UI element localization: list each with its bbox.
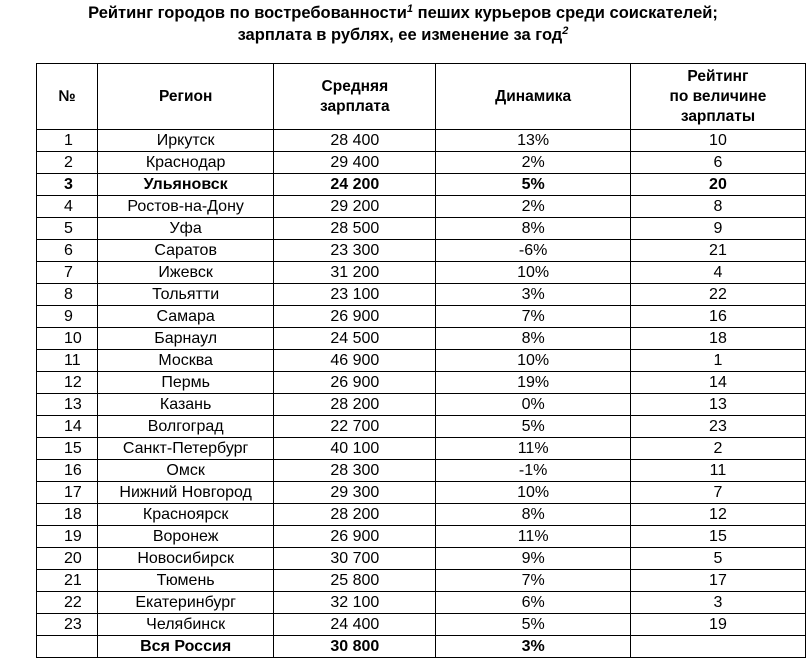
cell-num: 19 bbox=[37, 526, 98, 548]
cell-num: 23 bbox=[37, 614, 98, 636]
cell-salary: 31 200 bbox=[274, 262, 436, 284]
cell-salary: 24 500 bbox=[274, 328, 436, 350]
cell-dynamics: 5% bbox=[436, 174, 630, 196]
cell-rank: 3 bbox=[630, 592, 805, 614]
cell-region: Москва bbox=[98, 350, 274, 372]
cell-salary: 24 200 bbox=[274, 174, 436, 196]
cell-rank: 23 bbox=[630, 416, 805, 438]
cell-rank: 2 bbox=[630, 438, 805, 460]
cell-salary: 28 200 bbox=[274, 504, 436, 526]
cell-rank: 13 bbox=[630, 394, 805, 416]
table-title bbox=[0, 2, 806, 46]
table-row bbox=[37, 284, 806, 306]
cell-rank: 8 bbox=[630, 196, 805, 218]
cell-rank: 15 bbox=[630, 526, 805, 548]
cell-rank: 20 bbox=[630, 174, 805, 196]
cell-num: 15 bbox=[37, 438, 98, 460]
cell-dynamics: 2% bbox=[436, 152, 630, 174]
cell-region: Челябинск bbox=[98, 614, 274, 636]
cell-dynamics: 8% bbox=[436, 504, 630, 526]
cell-salary: 24 400 bbox=[274, 614, 436, 636]
cell-region: Новосибирск bbox=[98, 548, 274, 570]
total-row bbox=[37, 636, 806, 658]
title-line-2: зарплата в рублях, ее изменение за год$^2$ bbox=[237, 25, 569, 44]
cell-num: 7 bbox=[37, 262, 98, 284]
cell-dynamics: 3% bbox=[436, 284, 630, 306]
table-row bbox=[37, 152, 806, 174]
cell-salary: 25 800 bbox=[274, 570, 436, 592]
cell-salary: 32 100 bbox=[274, 592, 436, 614]
cell-rank: 22 bbox=[630, 284, 805, 306]
cell-rank: 1 bbox=[630, 350, 805, 372]
cell-num: 4 bbox=[37, 196, 98, 218]
total-region: Вся Россия bbox=[98, 636, 274, 658]
cell-region: Нижний Новгород bbox=[98, 482, 274, 504]
table-row bbox=[37, 416, 806, 438]
cell-salary: 23 100 bbox=[274, 284, 436, 306]
table-row bbox=[37, 614, 806, 636]
cell-dynamics: 5% bbox=[436, 416, 630, 438]
cell-num: 21 bbox=[37, 570, 98, 592]
cell-region: Иркутск bbox=[98, 130, 274, 152]
cell-region: Пермь bbox=[98, 372, 274, 394]
cell-num: 17 bbox=[37, 482, 98, 504]
cell-region: Волгоград bbox=[98, 416, 274, 438]
cell-rank: 4 bbox=[630, 262, 805, 284]
cell-dynamics: 13% bbox=[436, 130, 630, 152]
cell-num: 11 bbox=[37, 350, 98, 372]
table-row bbox=[37, 196, 806, 218]
cell-dynamics: 19% bbox=[436, 372, 630, 394]
cell-rank: 16 bbox=[630, 306, 805, 328]
table-row bbox=[37, 130, 806, 152]
table-row bbox=[37, 306, 806, 328]
cell-num: 5 bbox=[37, 218, 98, 240]
cell-region: Ульяновск bbox=[98, 174, 274, 196]
cell-num: 14 bbox=[37, 416, 98, 438]
cell-rank: 9 bbox=[630, 218, 805, 240]
table-row bbox=[37, 174, 806, 196]
cell-dynamics: 8% bbox=[436, 328, 630, 350]
cell-salary: 28 500 bbox=[274, 218, 436, 240]
cell-num: 22 bbox=[37, 592, 98, 614]
cell-rank: 21 bbox=[630, 240, 805, 262]
cell-region: Екатеринбург bbox=[98, 592, 274, 614]
header-num: № bbox=[37, 64, 98, 130]
cell-dynamics: 10% bbox=[436, 262, 630, 284]
cell-region: Самара bbox=[98, 306, 274, 328]
cell-dynamics: 9% bbox=[436, 548, 630, 570]
cell-rank: 7 bbox=[630, 482, 805, 504]
cell-region: Ижевск bbox=[98, 262, 274, 284]
cell-salary: 40 100 bbox=[274, 438, 436, 460]
cell-region: Краснодар bbox=[98, 152, 274, 174]
cell-dynamics: 8% bbox=[436, 218, 630, 240]
cell-salary: 30 700 bbox=[274, 548, 436, 570]
cell-region: Тюмень bbox=[98, 570, 274, 592]
cell-region: Барнаул bbox=[98, 328, 274, 350]
cell-salary: 26 900 bbox=[274, 372, 436, 394]
header-salary: Средняя зарплата bbox=[274, 64, 436, 130]
cell-rank: 10 bbox=[630, 130, 805, 152]
cell-region: Омск bbox=[98, 460, 274, 482]
cell-salary: 26 900 bbox=[274, 526, 436, 548]
cell-dynamics: 10% bbox=[436, 350, 630, 372]
cell-region: Ростов-на-Дону bbox=[98, 196, 274, 218]
cell-num: 9 bbox=[37, 306, 98, 328]
cell-dynamics: 10% bbox=[436, 482, 630, 504]
table-row bbox=[37, 548, 806, 570]
header-region: Регион bbox=[98, 64, 274, 130]
cell-rank: 5 bbox=[630, 548, 805, 570]
table-row bbox=[37, 262, 806, 284]
table-row bbox=[37, 570, 806, 592]
table-row bbox=[37, 438, 806, 460]
table-row bbox=[37, 372, 806, 394]
table-row bbox=[37, 350, 806, 372]
header-rank: Рейтинг по величине зарплаты bbox=[630, 64, 805, 130]
cell-rank: 17 bbox=[630, 570, 805, 592]
cell-rank: 14 bbox=[630, 372, 805, 394]
table-row bbox=[37, 240, 806, 262]
table-row bbox=[37, 328, 806, 350]
cell-dynamics: 2% bbox=[436, 196, 630, 218]
table-row bbox=[37, 460, 806, 482]
cell-num: 1 bbox=[37, 130, 98, 152]
cell-salary: 29 200 bbox=[274, 196, 436, 218]
cell-region: Санкт-Петербург bbox=[98, 438, 274, 460]
total-rank bbox=[630, 636, 805, 658]
table-row bbox=[37, 482, 806, 504]
total-dynamics: 3% bbox=[436, 636, 630, 658]
cell-salary: 46 900 bbox=[274, 350, 436, 372]
cell-salary: 29 400 bbox=[274, 152, 436, 174]
cell-dynamics: 7% bbox=[436, 306, 630, 328]
cell-num: 2 bbox=[37, 152, 98, 174]
cell-salary: 29 300 bbox=[274, 482, 436, 504]
cell-salary: 28 400 bbox=[274, 130, 436, 152]
cell-rank: 19 bbox=[630, 614, 805, 636]
cell-dynamics: 5% bbox=[436, 614, 630, 636]
cell-salary: 23 300 bbox=[274, 240, 436, 262]
cell-dynamics: 11% bbox=[436, 526, 630, 548]
title-line-1: Рейтинг городов по востребованности$^1$ пеших курьеров среди соискателей; bbox=[88, 3, 718, 22]
cell-region: Тольятти bbox=[98, 284, 274, 306]
cell-salary: 28 200 bbox=[274, 394, 436, 416]
table-row bbox=[37, 526, 806, 548]
footnote-marker-2: 2 bbox=[562, 25, 569, 37]
cell-num: 18 bbox=[37, 504, 98, 526]
table-row bbox=[37, 218, 806, 240]
cell-salary: 22 700 bbox=[274, 416, 436, 438]
cell-rank: 12 bbox=[630, 504, 805, 526]
rating-table bbox=[36, 63, 806, 658]
cell-rank: 6 bbox=[630, 152, 805, 174]
table-row bbox=[37, 394, 806, 416]
table-row bbox=[37, 592, 806, 614]
cell-region: Воронеж bbox=[98, 526, 274, 548]
cell-region: Красноярск bbox=[98, 504, 274, 526]
cell-region: Уфа bbox=[98, 218, 274, 240]
cell-num: 8 bbox=[37, 284, 98, 306]
cell-num: 20 bbox=[37, 548, 98, 570]
total-num bbox=[37, 636, 98, 658]
cell-dynamics: 0% bbox=[436, 394, 630, 416]
cell-num: 12 bbox=[37, 372, 98, 394]
cell-num: 13 bbox=[37, 394, 98, 416]
cell-num: 10 bbox=[37, 328, 98, 350]
cell-num: 6 bbox=[37, 240, 98, 262]
cell-dynamics: -6% bbox=[436, 240, 630, 262]
cell-region: Казань bbox=[98, 394, 274, 416]
cell-dynamics: 7% bbox=[436, 570, 630, 592]
footnote-marker-1: 1 bbox=[406, 3, 414, 15]
total-salary: 30 800 bbox=[274, 636, 436, 658]
header-row bbox=[37, 64, 806, 130]
cell-dynamics: -1% bbox=[436, 460, 630, 482]
cell-num: 16 bbox=[37, 460, 98, 482]
cell-rank: 11 bbox=[630, 460, 805, 482]
cell-rank: 18 bbox=[630, 328, 805, 350]
cell-salary: 28 300 bbox=[274, 460, 436, 482]
cell-region: Саратов bbox=[98, 240, 274, 262]
table-row bbox=[37, 504, 806, 526]
cell-dynamics: 6% bbox=[436, 592, 630, 614]
cell-num: 3 bbox=[37, 174, 98, 196]
header-dynamics: Динамика bbox=[436, 64, 630, 130]
cell-dynamics: 11% bbox=[436, 438, 630, 460]
cell-salary: 26 900 bbox=[274, 306, 436, 328]
